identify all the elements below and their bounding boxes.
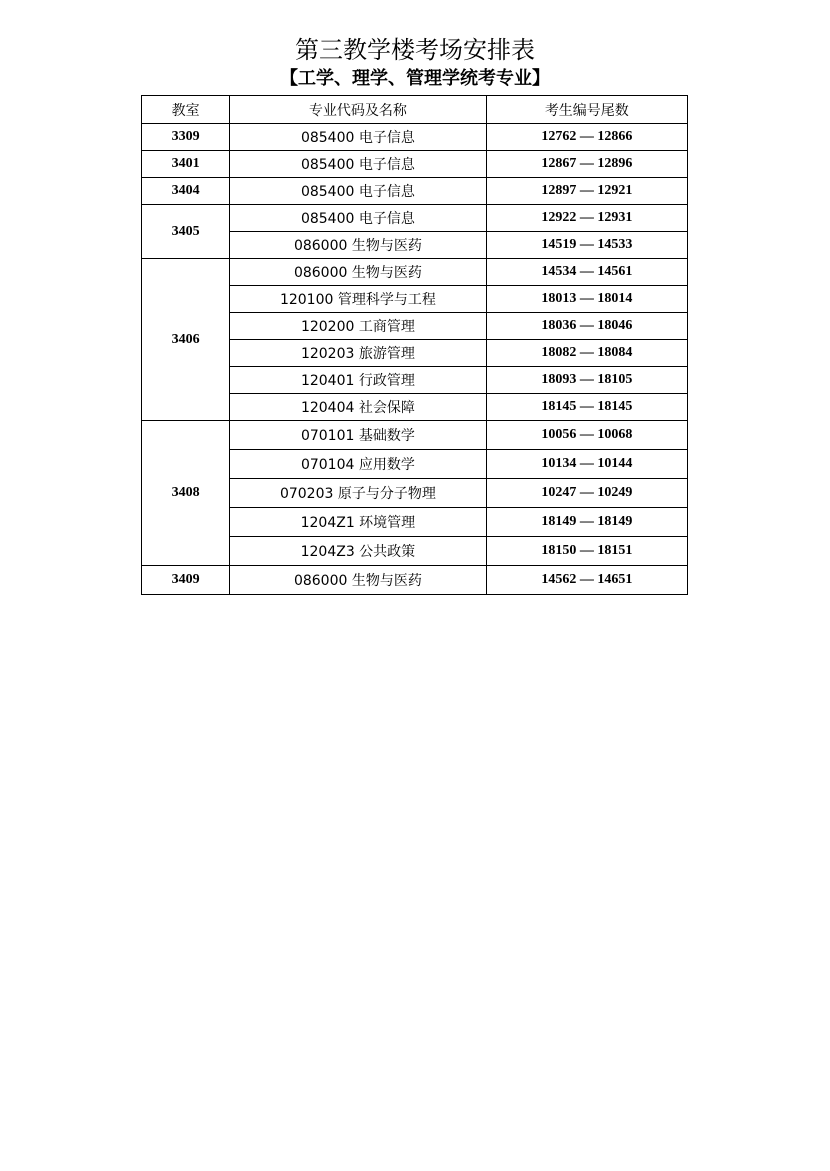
- range-cell: 14562 — 14651: [486, 566, 687, 595]
- table-row: [142, 421, 688, 450]
- major-cell: 070104 应用数学: [230, 450, 486, 479]
- range-cell: 18082 — 18084: [486, 340, 687, 367]
- room-cell: 3409: [142, 566, 230, 595]
- range-cell: 12867 — 12896: [486, 151, 687, 178]
- major-cell: 085400 电子信息: [230, 205, 486, 232]
- room-cell: 3309: [142, 124, 230, 151]
- room-cell: 3404: [142, 178, 230, 205]
- range-cell: 14519 — 14533: [486, 232, 687, 259]
- major-cell: 120200 工商管理: [230, 313, 486, 340]
- range-cell: 18093 — 18105: [486, 367, 687, 394]
- table-row: [142, 124, 688, 151]
- room-cell: 3408: [142, 421, 230, 566]
- range-cell: 18036 — 18046: [486, 313, 687, 340]
- major-cell: 120203 旅游管理: [230, 340, 486, 367]
- major-cell: 1204Z1 环境管理: [230, 508, 486, 537]
- table-row: [142, 178, 688, 205]
- major-cell: 085400 电子信息: [230, 151, 486, 178]
- room-cell: 3405: [142, 205, 230, 259]
- major-cell: 086000 生物与医药: [230, 232, 486, 259]
- major-cell: 120401 行政管理: [230, 367, 486, 394]
- major-cell: 086000 生物与医药: [230, 566, 486, 595]
- header-range: 考生编号尾数: [486, 96, 687, 124]
- range-cell: 12922 — 12931: [486, 205, 687, 232]
- range-cell: 18013 — 18014: [486, 286, 687, 313]
- header-room: 教室: [142, 96, 230, 124]
- major-cell: 070101 基础数学: [230, 421, 486, 450]
- major-cell: 086000 生物与医药: [230, 259, 486, 286]
- range-cell: 18145 — 18145: [486, 394, 687, 421]
- page-subtitle: 【工学、理学、管理学统考专业】: [280, 68, 550, 89]
- range-cell: 18149 — 18149: [486, 508, 687, 537]
- room-cell: 3401: [142, 151, 230, 178]
- range-cell: 10056 — 10068: [486, 421, 687, 450]
- header-major: 专业代码及名称: [230, 96, 486, 124]
- major-cell: 120404 社会保障: [230, 394, 486, 421]
- major-cell: 085400 电子信息: [230, 178, 486, 205]
- exam-room-table: [141, 95, 688, 595]
- major-cell: 070203 原子与分子物理: [230, 479, 486, 508]
- major-cell: 120100 管理科学与工程: [230, 286, 486, 313]
- table-row: [142, 259, 688, 286]
- range-cell: 10247 — 10249: [486, 479, 687, 508]
- page-title: 第三教学楼考场安排表: [295, 36, 535, 64]
- table-row: [142, 151, 688, 178]
- table-row: [142, 205, 688, 232]
- table-header-row: [142, 96, 688, 124]
- range-cell: 18150 — 18151: [486, 537, 687, 566]
- range-cell: 12762 — 12866: [486, 124, 687, 151]
- major-cell: 1204Z3 公共政策: [230, 537, 486, 566]
- range-cell: 14534 — 14561: [486, 259, 687, 286]
- range-cell: 10134 — 10144: [486, 450, 687, 479]
- major-cell: 085400 电子信息: [230, 124, 486, 151]
- table-row: [142, 566, 688, 595]
- room-cell: 3406: [142, 259, 230, 421]
- range-cell: 12897 — 12921: [486, 178, 687, 205]
